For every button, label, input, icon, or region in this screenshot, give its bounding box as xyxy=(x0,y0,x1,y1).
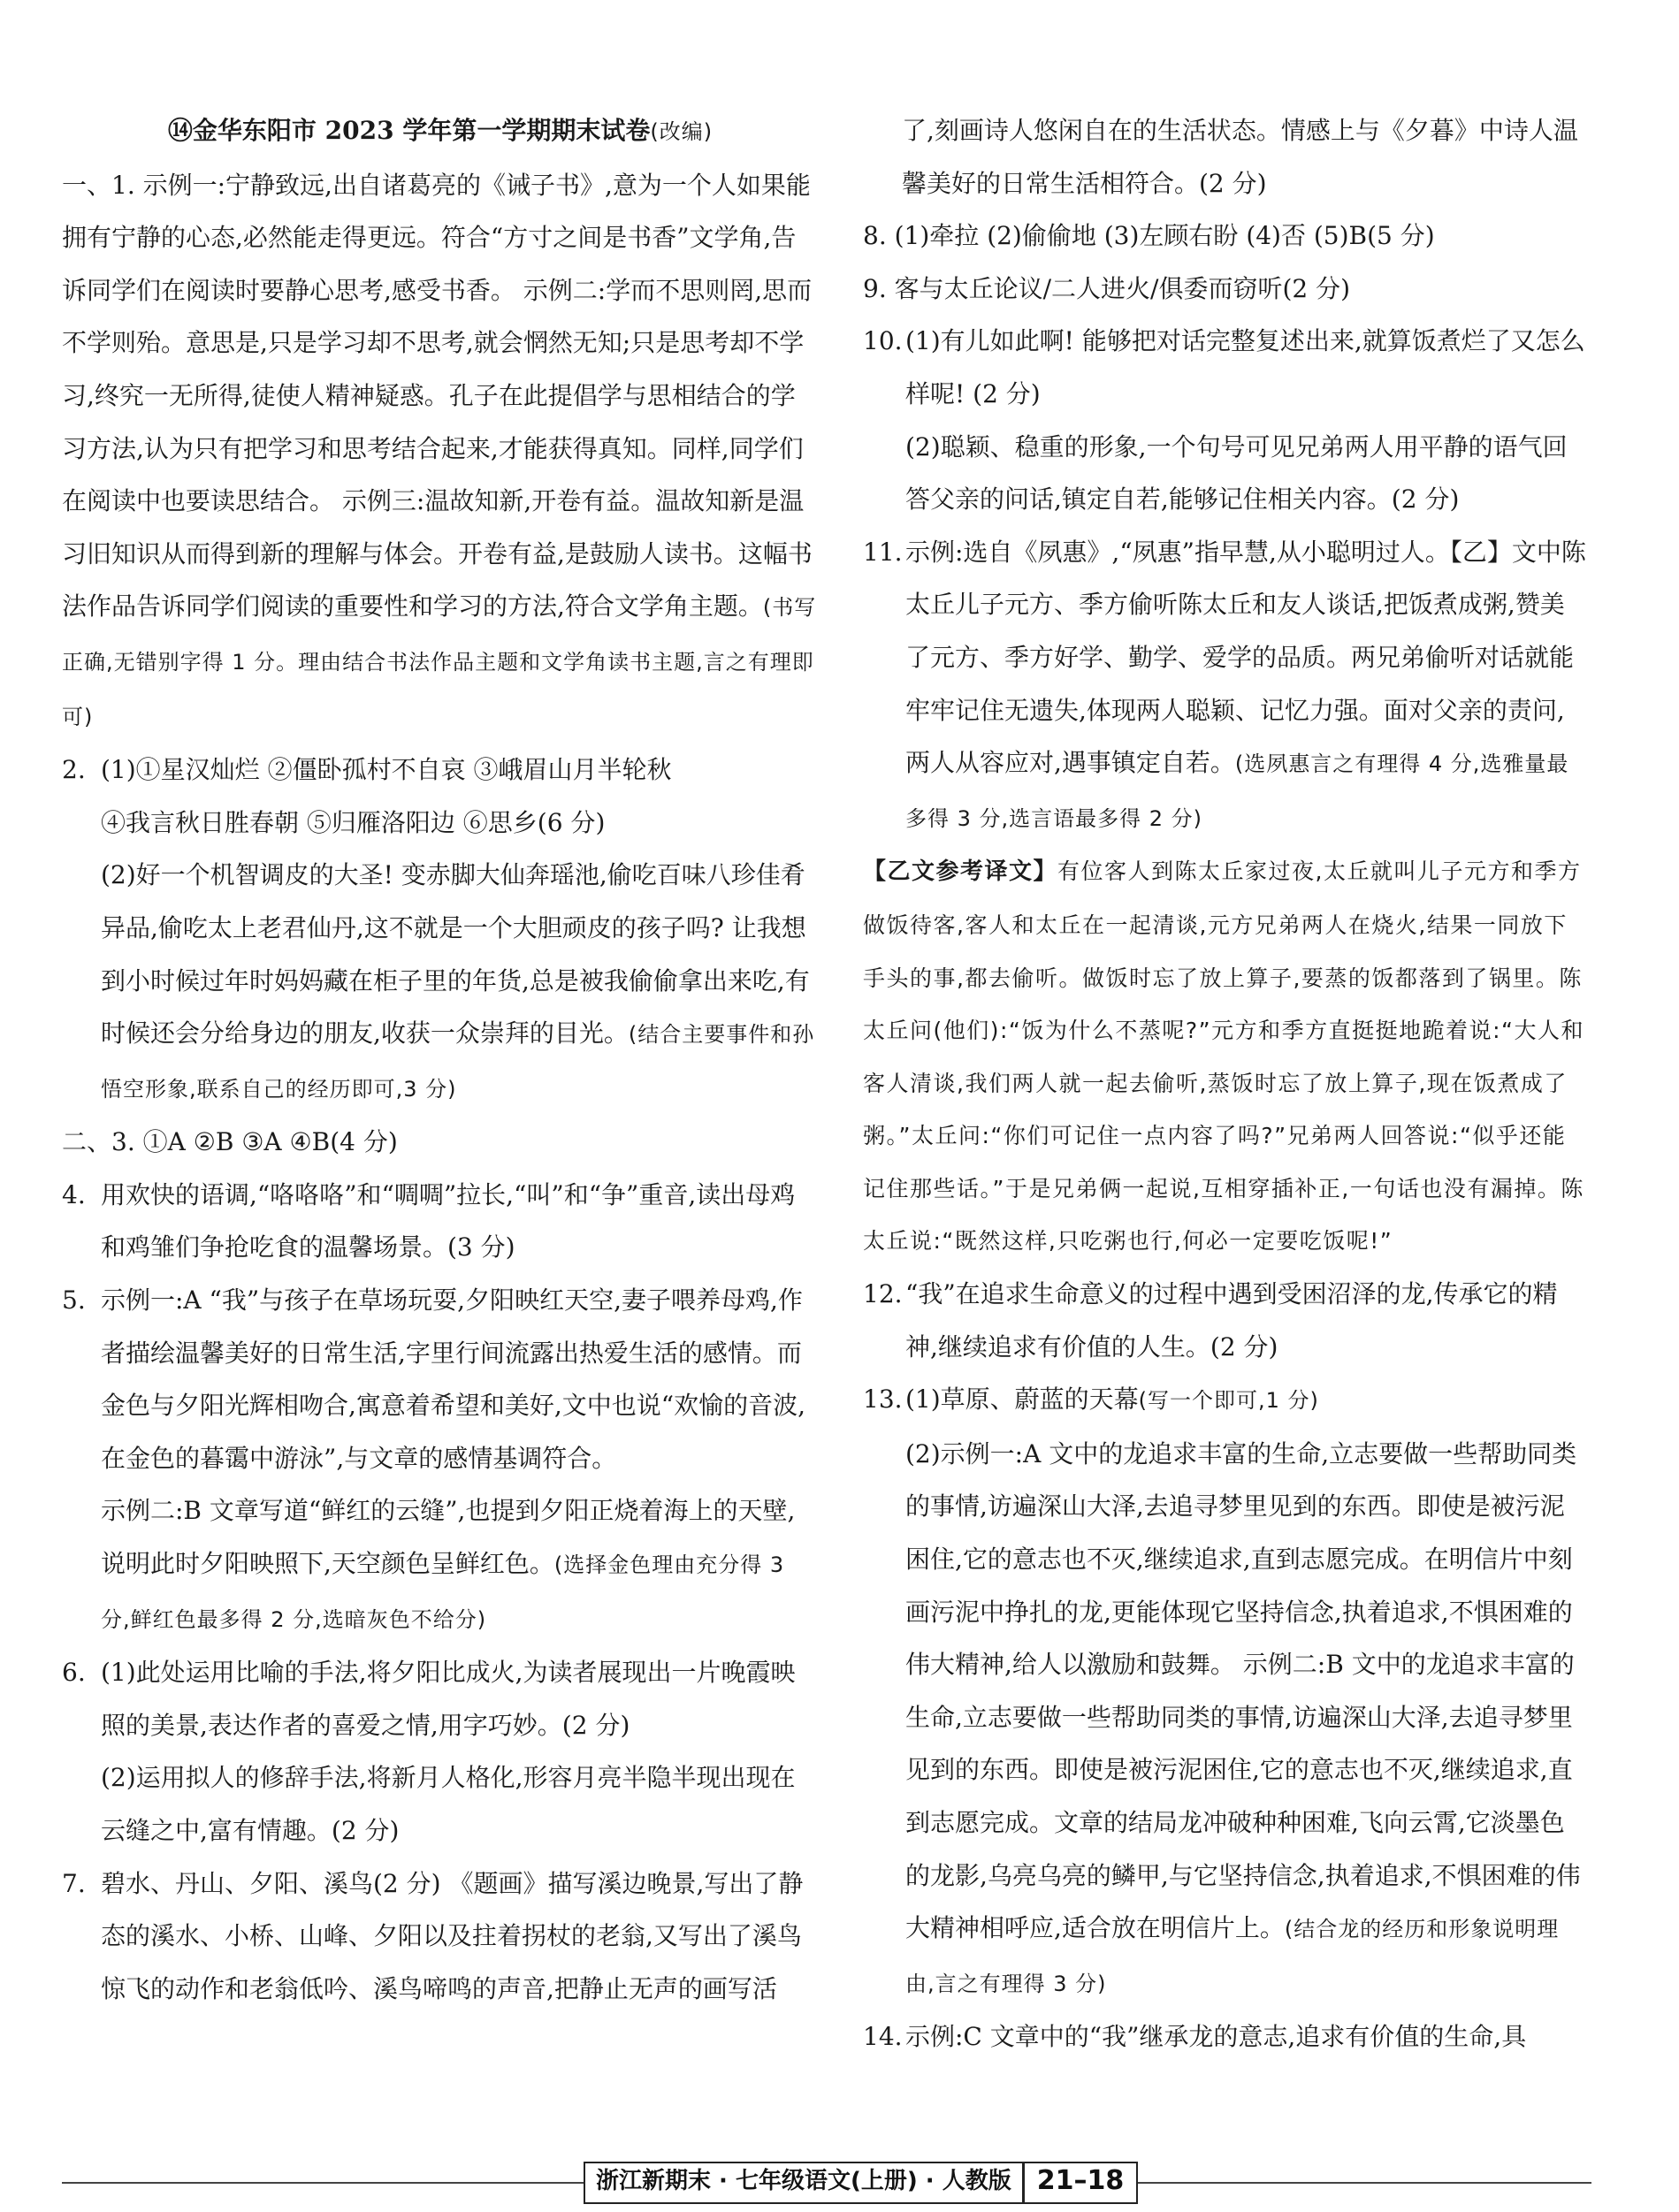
answer-10 xyxy=(863,315,1588,525)
answer-9: 9. 客与太丘论议/二人进火/俱委而窃听(2 分) xyxy=(863,273,1351,303)
answer-12-number: 12. xyxy=(863,1279,903,1309)
page-number: 21–18 xyxy=(1022,2163,1137,2202)
answer-10-number: 10. xyxy=(863,326,903,356)
answer-5-example2: 示例二:B 文章写道“鲜红的云缝”,也提到夕阳正烧着海上的天壁,说明此时夕阳映照下,天空颜色呈鲜红色。(选择金色理由充分得 3 分,鲜红色最多得 2 分,选暗灰色不给分) xyxy=(101,1496,796,1632)
answer-1-number: 一、1. xyxy=(62,170,135,200)
answer-5-number: 5. xyxy=(62,1285,86,1316)
answer-2 xyxy=(62,744,819,1116)
left-column xyxy=(62,104,819,2015)
answer-7: 7. 碧水、丹山、夕阳、溪鸟(2 分) 《题画》描写溪边晚景,写出了静态的溪水、小桥、山峰、夕阳以及拄着拐杖的老翁,又写出了溪鸟惊飞的动作和老翁低吟、溪鸟啼鸣的声音,把静止无声的画写活 xyxy=(62,1857,819,2016)
answer-4: 4. 用欢快的语调,“咯咯咯”和“啁啁”拉长,“叫”和“争”重音,读出母鸡和鸡雏们争抢吃食的温馨场景。(3 分) xyxy=(62,1169,819,1274)
page-footer xyxy=(584,2162,1138,2204)
answer-12: 12. “我”在追求生命意义的过程中遇到受困沼泽的龙,传承它的精神,继续追求有价值的人生。(2 分) xyxy=(863,1268,1588,1373)
answer-2-part1-line1: (1)①星汉灿烂 ②僵卧孤村不自哀 ③峨眉山月半轮秋 xyxy=(101,755,672,785)
answer-10-part2: (2)聪颖、稳重的形象,一个句号可见兄弟两人用平静的语气回答父亲的问话,镇定自若,能够记住相关内容。(2 分) xyxy=(905,431,1568,515)
answer-2-number: 2. xyxy=(62,755,86,785)
answer-5-note: (选择金色理由充分得 3 分,鲜红色最多得 2 分,选暗灰色不给分) xyxy=(101,1552,785,1632)
answer-3-number: 二、3. xyxy=(62,1127,135,1157)
answer-6-part1: (1)此处运用比喻的手法,将夕阳比成火,为读者展现出一片晚霞映照的美景,表达作者的喜爱之情,用字巧妙。(2 分) xyxy=(101,1658,796,1740)
answer-11-note: (选夙惠言之有理得 4 分,选雅量最多得 3 分,选言语最多得 2 分) xyxy=(905,751,1569,831)
answer-13-part2-note: (结合龙的经历和形象说明理由,言之有理得 3 分) xyxy=(905,1917,1560,1996)
translation-tag: 【乙文参考译文】 xyxy=(863,858,1058,886)
footer-book-title: 浙江新期末 · 七年级语文(上册) · 人教版 xyxy=(585,2163,1022,2202)
answer-7-continued: 了,刻画诗人悠闲自在的生活状态。情感上与《夕暮》中诗人温馨美好的日常生活相符合。(2 分) xyxy=(902,116,1578,198)
answer-2-note: (结合主要事件和孙悟空形象,联系自己的经历即可,3 分) xyxy=(101,1022,815,1102)
answer-1-note: (书写正确,无错别字得 1 分。理由结合书法作品主题和文学角读书主题,言之有理即可) xyxy=(62,595,817,729)
answer-1 xyxy=(62,159,819,744)
answer-13-part2: (2)示例一:A 文中的龙追求丰富的生命,立志要做一些帮助同类的事情,访遍深山大泽,去追寻梦里见到的东西。即使是被污泥困住,它的意志也不灭,继续追求,直到志愿完成。在明信片中刻画污泥中挣扎的龙,更能体现它坚持信念,执着追求,不惧困难的伟大精神,给人以激励和鼓舞。 示例二:B 文中的龙追求丰富的生命,立志要做一些帮助同类的事情,访遍深山大泽,去追寻梦里见到的东西。即使是被污泥困住,它的意志也不灭,继续追求,直到志愿完成。文章的结局龙冲破种种困难,飞向云霄,它淡墨色的龙影,乌亮乌亮的鳞甲,与它坚持信念,执着追求,不惧困难的伟大精神相呼应,适合放在明信片上。 xyxy=(905,1438,1581,1943)
answer-13-part1-note: (写一个即可,1 分) xyxy=(1138,1388,1319,1414)
answer-11: 11. 示例:选自《夙惠》,“夙惠”指早慧,从小聪明过人。【乙】文中陈太丘儿子元方、季方偷听陈太丘和友人谈话,把饭煮成粥,赞美了元方、季方好学、勤学、爱学的品质。两兄弟偷听对话就能牢牢记住无遗失,体现两人聪颖、记忆力强。面对父亲的责问,两人从容应对,遇事镇定自若。(选夙惠言之有理得 4 分,选雅量最多得 3 分,选言语最多得 2 分) xyxy=(863,526,1588,846)
answer-9-number: 9. xyxy=(863,273,887,303)
answer-4-number: 4. xyxy=(62,1179,86,1209)
answer-13 xyxy=(863,1373,1588,2010)
answer-5 xyxy=(62,1274,819,1646)
answer-13-number: 13. xyxy=(863,1384,903,1415)
answer-5-example1: 示例一:A “我”与孩子在草场玩耍,夕阳映红天空,妻子喂养母鸡,作者描绘温馨美好的日常生活,字里行间流露出热爱生活的感情。而金色与夕阳光辉相吻合,寓意着希望和美好,文中也说“欢愉的音波,在金色的暮霭中游泳”,与文章的感情基调符合。 xyxy=(101,1285,806,1473)
right-column xyxy=(863,104,1588,2063)
answer-7-number: 7. xyxy=(62,1868,86,1898)
answer-3: 二、3. ①A ②B ③A ④B(4 分) xyxy=(62,1127,398,1157)
answer-6-number: 6. xyxy=(62,1658,86,1688)
title-main: ⑭金华东阳市 2023 学年第一学期期末试卷 xyxy=(167,116,651,145)
translation-block xyxy=(863,845,1588,1268)
answer-8: 8. (1)牵拉 (2)偷偷地 (3)左顾右盼 (4)否 (5)B(5 分) xyxy=(863,221,1435,251)
answer-1-text: 一、1. 示例一:宁静致远,出自诸葛亮的《诫子书》,意为一个人如果能拥有宁静的心态,必然能走得更远。符合“方寸之间是书香”文学角,告诉同学们在阅读时要静心思考,感受书香。 示例二:学而不思则罔,思而不学则殆。意思是,只是学习却不思考,就会惘然无知;只是思考却不学习,终究一无所得,徒使人精神疑惑。孔子在此提倡学与思相结合的学习方法,认为只有把学习和思考结合起来,才能获得真知。同样,同学们在阅读中也要读思结合。 示例三:温故知新,开卷有益。温故知新是温习旧知识从而得到新的理解与体会。开卷有益,是鼓励人读书。这幅书法作品告诉同学们阅读的重要性和学习的方法,符合文学角主题。(书写正确,无错别字得 1 分。理由结合书法作品主题和文学角读书主题,言之有理即可) xyxy=(62,170,817,729)
answer-11-number: 11. xyxy=(863,537,903,567)
title-note: (改编) xyxy=(650,119,714,144)
answer-10-part1: (1)有儿如此啊! 能够把对话完整复述出来,就算饭煮烂了又怎么样呢! (2 分) xyxy=(905,326,1585,408)
answer-2-part2: (2)好一个机智调皮的大圣! 变赤脚大仙奔瑶池,偷吃百味八珍佳肴异品,偷吃太上老君仙丹,这不就是一个大胆顽皮的孩子吗? 让我想到小时候过年时妈妈藏在柜子里的年货,总是被我偷偷拿出来吃,有时候还会分给身边的朋友,收获一众崇拜的目光。(结合主要事件和孙悟空形象,联系自己的经历即可,3 分) xyxy=(101,860,815,1102)
answer-14: 14. 示例:C 文章中的“我”继承龙的意志,追求有价值的生命,具 xyxy=(863,2010,1588,2063)
answer-2-part1-line2: ④我言秋日胜春朝 ⑤归雁洛阳边 ⑥思乡(6 分) xyxy=(101,807,606,837)
answer-6 xyxy=(62,1646,819,1857)
answer-13-part1: (1)草原、蔚蓝的天幕 xyxy=(905,1384,1139,1415)
exam-title xyxy=(62,104,819,159)
answer-6-part2: (2)运用拟人的修辞手法,将新月人格化,形容月亮半隐半现出现在云缝之中,富有情趣。(2 分) xyxy=(101,1763,796,1845)
translation-text: 有位客人到陈太丘家过夜,太丘就叫儿子元方和季方做饭待客,客人和太丘在一起清谈,元方兄弟两人在烧火,结果一同放下手头的事,都去偷听。做饭时忘了放上算子,要蒸的饭都落到了锅里。陈太丘问(他们):“饭为什么不蒸呢?”元方和季方直挺挺地跪着说:“大人和客人清谈,我们两人就一起去偷听,蒸饭时忘了放上算子,现在饭煮成了粥。”太丘问:“你们可记住一点内容了吗?”兄弟两人回答说:“似乎还能记住那些话。”于是兄弟俩一起说,互相穿插补正,一句话也没有漏掉。陈太丘说:“既然这样,只吃粥也行,何必一定要吃饭呢!” xyxy=(863,858,1584,1255)
answer-8-number: 8. xyxy=(863,221,887,251)
answer-14-number: 14. xyxy=(863,2022,903,2052)
